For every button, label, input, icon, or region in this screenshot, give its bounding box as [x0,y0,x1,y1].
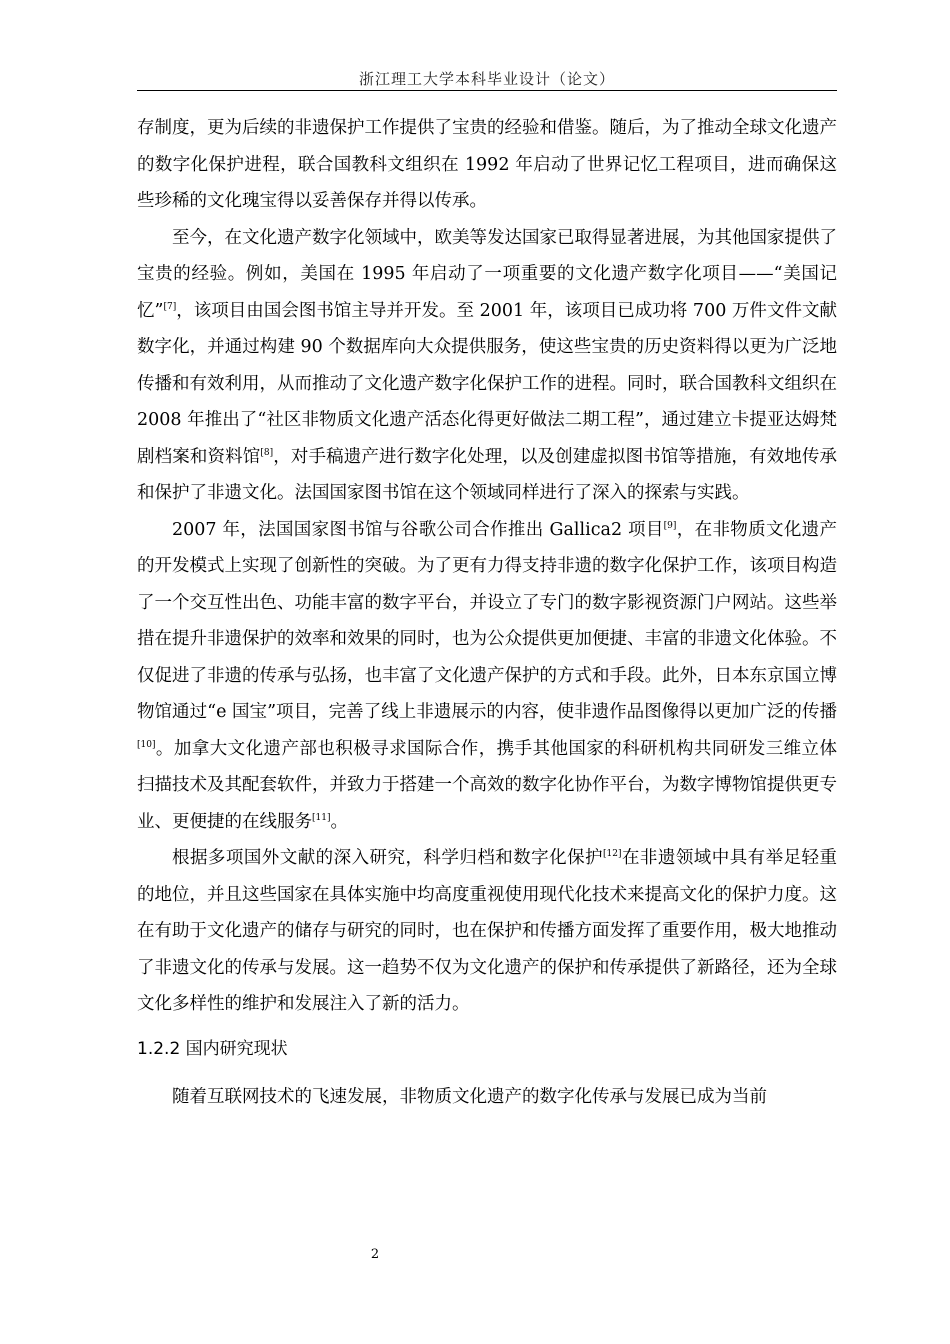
citation-ref: [9] [663,520,677,531]
paragraph-text: 2007 年，法国国家图书馆与谷歌公司合作推出 Gallica2 项目 [172,519,664,540]
paragraph-text: 。加拿大文化遗产部也积极寻求国际合作，携手其他国家的科研机构共同研发三维立体扫描技术及其配套软件，并致力于搭建一个高效的数字化协作平台，为数字博物馆提供更专业、更便捷的在线服务 [137,738,837,832]
paragraph-text: ，在非物质文化遗产的开发模式上实现了创新性的突破。为了更有力得支持非遗的数字化保护工作，该项目构造了一个交互性出色、功能丰富的数字平台，并设立了专门的数字影视资源门户网站。这些举措在提升非遗保护的效率和效果的同时，也为公众提供更加便捷、丰富的非遗文化体验。不仅促进了非遗的传承与弘扬，也丰富了文化遗产保护的方式和手段。此外，日本东京国立博物馆通过“e 国宝”项目，完善了线上非遗展示的内容，使非遗作品图像得以更加广泛的传播 [137,519,838,722]
header-rule [137,90,837,91]
paragraph-text: 至今，在文化遗产数字化领域中，欧美等发达国家已取得显著进展，为其他国家提供了宝贵的经验。例如，美国在 1995 年启动了一项重要的文化遗产数字化项目——“美国记忆” [137,227,837,321]
paragraph-western-progress [137,220,837,512]
citation-ref: [11] [312,812,331,823]
paragraph-text: 存制度，更为后续的非遗保护工作提供了宝贵的经验和借鉴。随后，为了推动全球文化遗产的数字化保护进程，联合国教科文组织在 1992 年启动了世界记忆工程项目，进而确保这些珍稀的文化瑰宝得以妥善保存并得以传承。 [137,118,837,211]
paragraph-gallica [137,512,837,841]
paragraph-domestic-intro: 随着互联网技术的飞速发展，非物质文化遗产的数字化传承与发展已成为当前 [172,1086,767,1107]
paragraph-summary [137,840,837,1023]
page-number: 2 [370,1247,380,1262]
citation-ref: [12] [603,849,622,859]
citation-ref: [10] [137,739,156,750]
paragraph-text: 根据多项国外文献的深入研究，科学归档和数字化保护 [172,848,604,868]
citation-ref: [8] [260,447,274,458]
paragraph-continuation [137,110,837,220]
paragraph-text: ，对手稿遗产进行数字化处理，以及创建虚拟图书馆等措施，有效地传承和保护了非遗文化。法国国家图书馆在这个领域同样进行了深入的探索与实践。 [137,446,838,503]
paragraph-text: 。 [330,811,348,832]
section-heading: 1.2.2 国内研究现状 [137,1038,288,1059]
citation-ref: [7] [163,301,177,312]
running-header: 浙江理工大学本科毕业设计（论文） [358,70,615,88]
paragraph-text: ，该项目由国会图书馆主导并开发。至 2001 年，该项目已成功将 700 万件文件文献数字化，并通过构建 90 个数据库向大众提供服务，使这些宝贵的历史资料得以更为广泛地传播和有效利用，从而推动了文化遗产数字化保护工作的进程。同时，联合国教科文组织在 2008 年推出了“社区非物质文化遗产活态化得更好做法二期工程”，通过建立卡提亚达姆梵剧档案和资料馆 [137,300,837,467]
paragraph-text: 在非遗领域中具有举足轻重的地位，并且这些国家在具体实施中均高度重视使用现代化技术来提高文化的保护力度。这在有助于文化遗产的储存与研究的同时，也在保护和传播方面发挥了重要作用，极大地推动了非遗文化的传承与发展。这一趋势不仅为文化遗产的保护和传承提供了新路径，还为全球文化多样性的维护和发展注入了新的活力。 [137,848,838,1014]
page-body [137,110,837,1115]
